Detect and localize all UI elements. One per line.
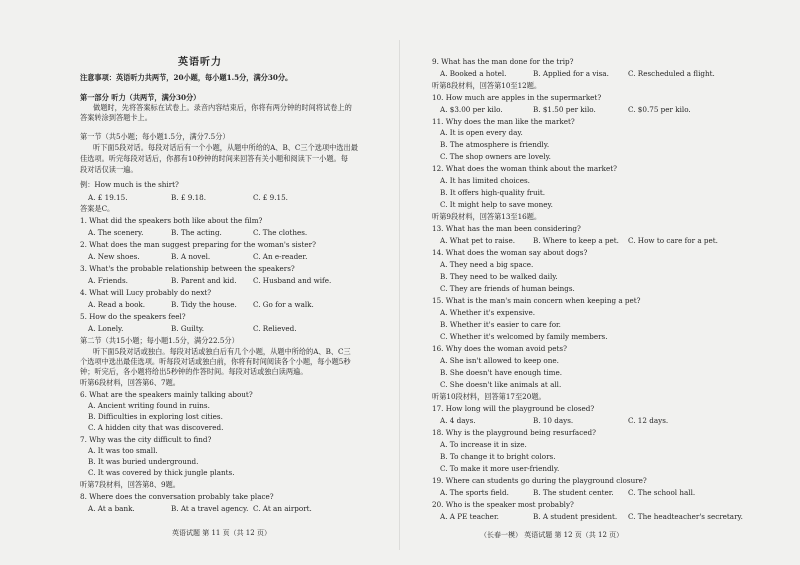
option-b: B. A student president.: [533, 512, 618, 521]
question-14-option-b: B. They need to be walked daily.: [440, 272, 558, 281]
section1-intro-line: 听下面5段对话。每段对话后有一个小题，从题中所给的A、B、C三个选项中选出最: [93, 143, 358, 152]
question-11-option-c: C. The shop owners are lovely.: [440, 152, 551, 161]
option-a: A. 4 days.: [440, 416, 476, 425]
option-b: B. 10 days.: [533, 416, 574, 425]
section1-heading: 第一节（共5小题；每小题1.5分，满分7.5分）: [80, 132, 230, 141]
question-14: 14. What does the woman say about dogs?: [432, 248, 588, 257]
material-instruction: 听第9段材料，回答第13至16题。: [432, 212, 542, 221]
question-14-option-a: A. They need a big space.: [440, 260, 534, 269]
page-footer: （长春一模） 英语试题 第 12 页（共 12 页）: [480, 531, 624, 539]
option-a: A. £ 19.15.: [88, 193, 128, 202]
option-b: B. Applied for a visa.: [533, 69, 609, 78]
question-15-option-a: A. Whether it's expensive.: [440, 308, 536, 317]
option-c: C. Go for a walk.: [253, 300, 314, 309]
option-c: C. Relieved.: [253, 324, 297, 333]
question-6-option-a: A. Ancient writing found in ruins.: [88, 401, 210, 410]
question-17: 17. How long will the playground be closed?: [432, 404, 595, 413]
question-16: 16. Why does the woman avoid pets?: [432, 344, 567, 353]
page-divider: [399, 40, 400, 550]
question-12-option-a: A. It has limited choices.: [440, 176, 530, 185]
question-6: 6. What are the speakers mainly talking about?: [80, 390, 253, 399]
question-20: 20. Who is the speaker most probably?: [432, 500, 574, 509]
option-b: B. $1.50 per kilo.: [533, 105, 596, 114]
page-footer: 英语试题 第 11 页（共 12 页）: [172, 529, 271, 537]
question-19: 19. Where can students go during the playground closure?: [432, 476, 647, 485]
option-b: B. Guilty.: [171, 324, 205, 333]
section2-intro-line: 听下面5段对话或独白。每段对话或独白后有几个小题，从题中所给的A、B、C三: [93, 347, 351, 356]
question-6-option-b: B. Difficulties in exploring lost cities.: [88, 412, 223, 421]
question-18-option-a: A. To increase it in size.: [440, 440, 527, 449]
option-c: C. How to care for a pet.: [628, 236, 718, 245]
question-15: 15. What is the man's main concern when keeping a pet?: [432, 296, 641, 305]
part1-heading: 第一部分 听力（共两节，满分30分）: [80, 93, 201, 102]
option-c: C. The school hall.: [628, 488, 696, 497]
question-6-option-c: C. A hidden city that was discovered.: [88, 423, 224, 432]
option-b: B. The student center.: [533, 488, 614, 497]
option-c: C. $0.75 per kilo.: [628, 105, 691, 114]
question-7-option-c: C. It was covered by thick jungle plants.: [88, 468, 235, 477]
option-a: A. At a bank.: [88, 504, 135, 513]
question-13: 13. What has the man been considering?: [432, 224, 581, 233]
option-c: C. At an airport.: [253, 504, 312, 513]
question-16-option-c: C. She doesn't like animals at all.: [440, 380, 562, 389]
section1-intro-line: 段对话仅读一遍。: [80, 165, 138, 174]
question-3: 3. What's the probable relationship between the speakers?: [80, 264, 295, 273]
question-7: 7. Why was the city difficult to find?: [80, 435, 212, 444]
option-a: A. The sports field.: [440, 488, 509, 497]
option-b: B. At a travel agency.: [171, 504, 249, 513]
question-11: 11. Why does the man like the market?: [432, 117, 575, 126]
notice: 注意事项：英语听力共两节，20小题，每小题1.5分，满分30分。: [80, 73, 293, 82]
question-2: 2. What does the man suggest preparing for the woman's sister?: [80, 240, 316, 249]
section2-intro-line: 个选项中选出最佳选项。听每段对话或独白前，你将有时间阅读各个小题，每小题5秒: [80, 357, 351, 366]
material-instruction: 听第10段材料，回答第17至20题。: [432, 392, 546, 401]
question-10: 10. How much are apples in the supermarket?: [432, 93, 602, 102]
option-a: A. Lonely.: [88, 324, 124, 333]
question-15-option-c: C. Whether it's welcomed by family members.: [440, 332, 608, 341]
option-b: B. Tidy the house.: [171, 300, 237, 309]
question-4: 4. What will Lucy probably do next?: [80, 288, 212, 297]
option-a: A. The scenery.: [88, 228, 144, 237]
question-18-option-c: C. To make it more user-friendly.: [440, 464, 560, 473]
question-12-option-b: B. It offers high-quality fruit.: [440, 188, 546, 197]
material-instruction: 听第6段材料，回答第6、7题。: [80, 378, 180, 387]
question-1: 1. What did the speakers both like about the film?: [80, 216, 263, 225]
question-12: 12. What does the woman think about the market?: [432, 164, 617, 173]
question-14-option-c: C. They are friends of human beings.: [440, 284, 575, 293]
question-18: 18. Why is the playground being resurfaced?: [432, 428, 596, 437]
option-a: A. New shoes.: [88, 252, 140, 261]
question-7-option-b: B. It was buried underground.: [88, 457, 199, 466]
example-question: 例：How much is the shirt?: [80, 180, 179, 189]
option-c: C. Rescheduled a flight.: [628, 69, 715, 78]
option-c: C. An e-reader.: [253, 252, 308, 261]
question-18-option-b: B. To change it to bright colors.: [440, 452, 556, 461]
material-instruction: 听第7段材料，回答第8、9题。: [80, 480, 180, 489]
section2-heading: 第二节（共15小题；每小题1.5分，满分22.5分）: [80, 336, 239, 345]
option-b: B. £ 9.18.: [171, 193, 206, 202]
option-b: B. Parent and kid.: [171, 276, 237, 285]
option-a: A. Booked a hotel.: [440, 69, 507, 78]
question-16-option-a: A. She isn't allowed to keep one.: [440, 356, 559, 365]
material-instruction: 听第8段材料，回答第10至12题。: [432, 81, 542, 90]
question-9: 9. What has the man done for the trip?: [432, 57, 574, 66]
section-title: 英语听力: [178, 57, 222, 68]
option-b: B. A novel.: [171, 252, 211, 261]
option-c: C. Husband and wife.: [253, 276, 332, 285]
option-c: C. The headteacher's secretary.: [628, 512, 743, 521]
question-15-option-b: B. Whether it's easier to care for.: [440, 320, 561, 329]
part1-intro-line: 答案转涂到答题卡上。: [80, 113, 152, 122]
option-a: A. What pet to raise.: [440, 236, 516, 245]
section1-intro-line: 佳选项。听完每段对话后，你都有10秒钟的时间来回答有关小题和阅读下一小题。每: [80, 154, 348, 163]
question-12-option-c: C. It might help to save money.: [440, 200, 553, 209]
option-a: A. A PE teacher.: [440, 512, 499, 521]
part1-intro-line: 做题时，先将答案标在试卷上。录音内容结束后，你将有两分钟的时间将试卷上的: [93, 103, 352, 112]
question-5: 5. How do the speakers feel?: [80, 312, 186, 321]
option-b: B. The acting.: [171, 228, 222, 237]
question-16-option-b: B. She doesn't have enough time.: [440, 368, 562, 377]
section2-intro-line: 钟；听完后，各小题将给出5秒钟的作答时间。每段对话或独白读两遍。: [80, 367, 308, 376]
question-7-option-a: A. It was too small.: [88, 446, 158, 455]
option-b: B. Where to keep a pet.: [533, 236, 619, 245]
option-a: A. Read a book.: [88, 300, 146, 309]
option-c: C. £ 9.15.: [253, 193, 288, 202]
example-answer: 答案是C。: [80, 204, 115, 213]
question-11-option-b: B. The atmosphere is friendly.: [440, 140, 550, 149]
option-a: A. Friends.: [88, 276, 128, 285]
option-c: C. 12 days.: [628, 416, 669, 425]
option-a: A. $3.00 per kilo.: [440, 105, 503, 114]
option-c: C. The clothes.: [253, 228, 308, 237]
question-11-option-a: A. It is open every day.: [440, 128, 523, 137]
question-8: 8. Where does the conversation probably take place?: [80, 492, 274, 501]
